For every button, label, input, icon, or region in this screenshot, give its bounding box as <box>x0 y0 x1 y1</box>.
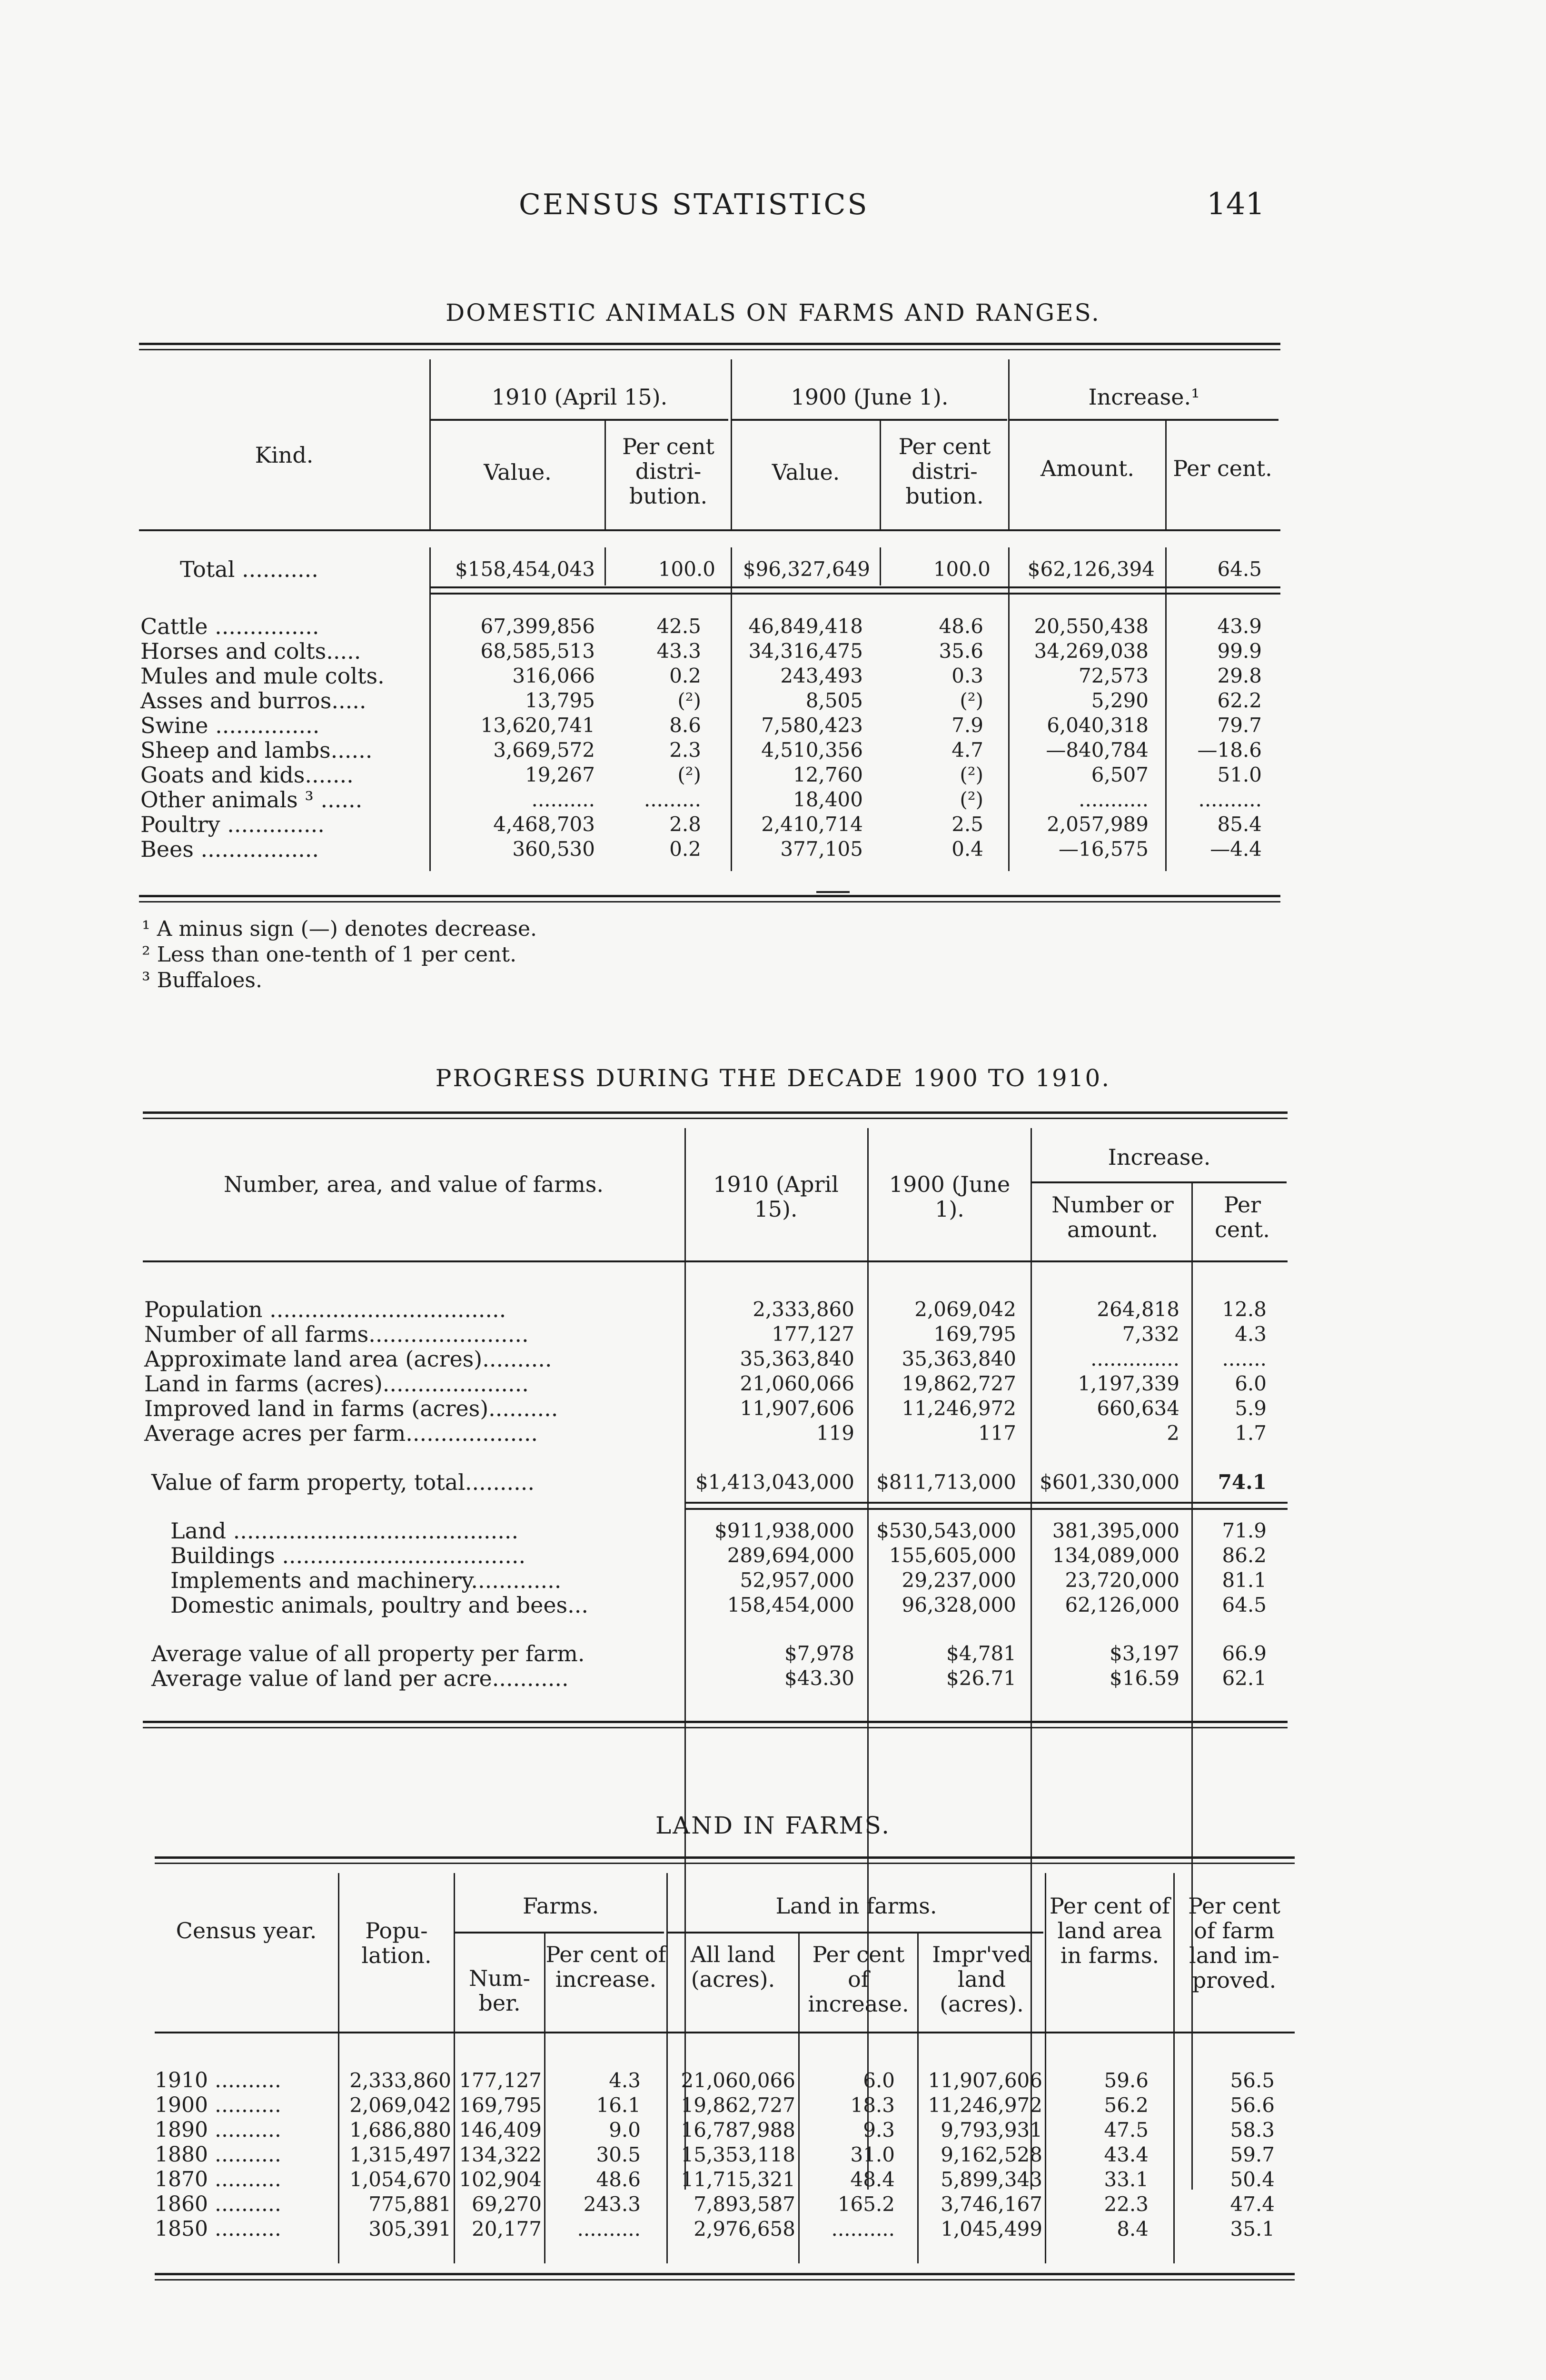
cell-pct-land-area: 47.5 <box>1104 2118 1149 2142</box>
cell-amount: 72,573 <box>1079 664 1149 687</box>
cell-increase: 134,089,000 <box>1052 1544 1179 1567</box>
cell-land-pct-increase: 6.0 <box>863 2069 895 2092</box>
cell-number: 102,904 <box>459 2168 542 2191</box>
cell-value-1910: $158,454,043 <box>455 557 595 581</box>
cell-pct-land-area: 8.4 <box>1117 2217 1149 2241</box>
cell-improved-land: 11,907,606 <box>928 2069 1042 2092</box>
cell-population: 305,391 <box>368 2217 451 2241</box>
group-1910: 1910 (April 15). <box>491 384 668 410</box>
row-label: Domestic animals, poultry and bees... <box>170 1592 589 1618</box>
row-census-year: 1890 .......... <box>155 2118 281 2142</box>
cell-value-1900: 46,849,418 <box>748 615 863 638</box>
cell-pct-land-area: 22.3 <box>1104 2192 1149 2216</box>
cell-number: 146,409 <box>459 2118 542 2142</box>
row-kind: Bees ................. <box>140 836 319 862</box>
table2-title: PROGRESS DURING THE DECADE 1900 TO 1910. <box>435 1064 1111 1092</box>
table3-title: LAND IN FARMS. <box>655 1812 891 1839</box>
row-kind: Swine ............... <box>140 713 320 738</box>
cell-value-1910: 13,620,741 <box>480 714 595 737</box>
cell-number: 177,127 <box>459 2069 542 2092</box>
cell-pct-land-area: 33.1 <box>1104 2168 1149 2191</box>
cell-improved-land: 3,746,167 <box>941 2192 1042 2216</box>
table3-group-rule <box>668 1932 1043 1934</box>
cell-amount: ........... <box>1079 788 1149 811</box>
cell-increase: $601,330,000 <box>1040 1470 1179 1494</box>
row-label: Average value of land per acre........... <box>151 1666 569 1691</box>
cell-1910: $43.30 <box>784 1666 854 1690</box>
cell-per-cent: 62.2 <box>1217 689 1262 712</box>
cell-all-land: 2,976,658 <box>694 2217 795 2241</box>
cell-per-cent: 43.9 <box>1217 615 1262 638</box>
row-label: Approximate land area (acres).......... <box>144 1346 552 1372</box>
cell-1900: $530,543,000 <box>876 1519 1016 1542</box>
cell-amount: 6,040,318 <box>1047 714 1149 737</box>
table1-group-rule <box>732 419 1007 421</box>
cell-pct-1910: ......... <box>644 788 701 811</box>
cell-pct-1900: 4.7 <box>951 738 983 762</box>
col-pct-1900: Per cent distri- bution. <box>898 434 991 509</box>
cell-pct-1900: 35.6 <box>939 639 983 663</box>
footnote: ² Less than one-tenth of 1 per cent. <box>142 942 517 967</box>
cell-per-cent: 64.5 <box>1222 1593 1267 1616</box>
cell-value-1900: 18,400 <box>793 788 863 811</box>
cell-increase: 2 <box>1167 1421 1179 1445</box>
row-kind: Poultry .............. <box>140 812 325 837</box>
cell-all-land: 15,353,118 <box>681 2143 795 2166</box>
col-number-amount: Number or amount. <box>1051 1192 1174 1242</box>
cell-1900: $4,781 <box>946 1642 1016 1665</box>
col-value-1910: Value. <box>484 459 552 485</box>
cell-pct-improved: 56.5 <box>1230 2069 1275 2092</box>
cell-per-cent: 81.1 <box>1222 1568 1267 1592</box>
cell-increase: 7,332 <box>1122 1322 1179 1346</box>
cell-value-1910: 67,399,856 <box>480 615 595 638</box>
row-label: Average acres per farm................... <box>144 1420 538 1446</box>
group-increase: Increase. <box>1108 1144 1211 1170</box>
cell-1900: $26.71 <box>946 1666 1016 1690</box>
table2-bottom-rule <box>143 1721 1288 1728</box>
cell-farms-pct-increase: 48.6 <box>596 2168 641 2191</box>
table1-header-rule <box>139 529 1280 531</box>
cell-per-cent: 51.0 <box>1217 763 1262 786</box>
page-number: 141 <box>1207 187 1265 222</box>
col-amount: Amount. <box>1041 456 1134 481</box>
cell-pct-1900: 100.0 <box>933 557 991 581</box>
table2-header-rule <box>143 1260 1288 1262</box>
cell-land-pct-increase: 9.3 <box>863 2118 895 2142</box>
cell-farms-pct-increase: .......... <box>577 2217 641 2241</box>
cell-1910: 2,333,860 <box>753 1298 854 1321</box>
cell-value-1910: 360,530 <box>512 837 595 861</box>
row-census-year: 1850 .......... <box>155 2217 281 2241</box>
cell-all-land: 21,060,066 <box>681 2069 795 2092</box>
cell-pct-1910: 43.3 <box>656 639 701 663</box>
cell-value-1900: 34,316,475 <box>748 639 863 663</box>
row-label: Number of all farms....................... <box>144 1321 529 1347</box>
cell-improved-land: 9,162,528 <box>941 2143 1042 2166</box>
cell-1910: 21,060,066 <box>740 1372 854 1395</box>
cell-increase: 381,395,000 <box>1052 1519 1179 1542</box>
cell-amount: 6,507 <box>1091 763 1149 786</box>
cell-1910: 177,127 <box>772 1322 854 1346</box>
cell-1910: $911,938,000 <box>714 1519 854 1542</box>
cell-improved-land: 5,899,343 <box>941 2168 1042 2191</box>
cell-per-cent: .......... <box>1198 788 1262 811</box>
cell-land-pct-increase: 165.2 <box>837 2192 895 2216</box>
cell-population: 1,686,880 <box>349 2118 451 2142</box>
cell-1910: 35,363,840 <box>740 1347 854 1370</box>
table1-title: DOMESTIC ANIMALS ON FARMS AND RANGES. <box>446 299 1100 327</box>
cell-increase: $16.59 <box>1110 1666 1179 1690</box>
row-kind: Cattle ............... <box>140 614 319 639</box>
table1-total-rule <box>431 586 1280 588</box>
cell-farms-pct-increase: 9.0 <box>609 2118 641 2142</box>
col-all-land: All land (acres). <box>690 1942 776 1992</box>
running-title: CENSUS STATISTICS <box>519 188 869 221</box>
group-land-in-farms: Land in farms. <box>775 1893 937 1919</box>
cell-farms-pct-increase: 16.1 <box>596 2093 641 2117</box>
cell-number: 69,270 <box>472 2192 542 2216</box>
row-label: Average value of all property per farm. <box>151 1641 585 1666</box>
cell-per-cent: 66.9 <box>1222 1642 1267 1665</box>
cell-pct-1910: 2.3 <box>669 738 701 762</box>
table1-total-rule <box>431 593 1280 595</box>
cell-value-1910: .......... <box>531 788 595 811</box>
table2-total-rule <box>685 1502 1288 1504</box>
cell-pct-1910: (²) <box>677 763 701 786</box>
footnote: ¹ A minus sign (—) denotes decrease. <box>142 917 537 941</box>
cell-pct-1910: 0.2 <box>669 664 701 687</box>
cell-1900: 29,237,000 <box>902 1568 1016 1592</box>
cell-pct-1900: 7.9 <box>951 714 983 737</box>
cell-per-cent: 86.2 <box>1222 1544 1267 1567</box>
cell-pct-1900: 48.6 <box>939 615 983 638</box>
cell-value-1900: 7,580,423 <box>761 714 863 737</box>
cell-1900: 96,328,000 <box>902 1593 1016 1616</box>
row-kind: Goats and kids....... <box>140 762 354 788</box>
cell-value-1900: 12,760 <box>793 763 863 786</box>
cell-value-1910: 13,795 <box>525 689 595 712</box>
cell-value-1900: 4,510,356 <box>761 738 863 762</box>
cell-per-cent: 71.9 <box>1222 1519 1267 1542</box>
cell-amount: 2,057,989 <box>1047 813 1149 836</box>
cell-1900: 19,862,727 <box>902 1372 1016 1395</box>
table2-group-rule <box>1032 1181 1287 1183</box>
cell-all-land: 16,787,988 <box>681 2118 795 2142</box>
cell-amount: 20,550,438 <box>1034 615 1149 638</box>
table2-top-rule <box>143 1111 1288 1119</box>
row-census-year: 1870 .......... <box>155 2167 281 2192</box>
cell-increase: 23,720,000 <box>1065 1568 1179 1592</box>
row-census-year: 1880 .......... <box>155 2142 281 2167</box>
cell-value-1910: 68,585,513 <box>480 639 595 663</box>
cell-pct-improved: 50.4 <box>1230 2168 1275 2191</box>
cell-1910: 52,957,000 <box>740 1568 854 1592</box>
cell-amount: —16,575 <box>1059 837 1149 861</box>
cell-number: 20,177 <box>472 2217 542 2241</box>
cell-pct-1900: (²) <box>960 689 983 712</box>
cell-value-1900: 243,493 <box>780 664 863 687</box>
cell-pct-1900: 2.5 <box>951 813 983 836</box>
cell-land-pct-increase: 18.3 <box>850 2093 895 2117</box>
cell-value-1910: 19,267 <box>525 763 595 786</box>
table1-mark <box>816 891 850 893</box>
cell-pct-1910: 8.6 <box>669 714 701 737</box>
cell-land-pct-increase: .......... <box>831 2217 895 2241</box>
cell-population: 2,069,042 <box>349 2093 451 2117</box>
cell-value-1900: 8,505 <box>805 689 863 712</box>
cell-1900: $811,713,000 <box>876 1470 1016 1494</box>
cell-pct-improved: 59.7 <box>1230 2143 1275 2166</box>
cell-pct-1900: 0.3 <box>951 664 983 687</box>
cell-amount: 5,290 <box>1091 689 1149 712</box>
cell-amount: $62,126,394 <box>1027 557 1155 581</box>
cell-pct-1900: (²) <box>960 763 983 786</box>
col-land-pct-increase: Per cent of increase. <box>808 1942 909 2017</box>
cell-increase: .............. <box>1090 1347 1179 1370</box>
cell-1910: $1,413,043,000 <box>695 1470 854 1494</box>
cell-pct-improved: 58.3 <box>1230 2118 1275 2142</box>
cell-population: 1,054,670 <box>349 2168 451 2191</box>
cell-per-cent: 6.0 <box>1235 1372 1267 1395</box>
cell-pct-improved: 35.1 <box>1230 2217 1275 2241</box>
row-label: Improved land in farms (acres).......... <box>144 1396 558 1421</box>
cell-1910: 11,907,606 <box>740 1397 854 1420</box>
cell-increase: 62,126,000 <box>1065 1593 1179 1616</box>
cell-increase: 264,818 <box>1097 1298 1179 1321</box>
cell-per-cent: 64.5 <box>1217 557 1262 581</box>
col-1910: 1910 (April 15). <box>713 1171 839 1222</box>
col-population: Popu- lation. <box>361 1918 432 1968</box>
cell-farms-pct-increase: 30.5 <box>596 2143 641 2166</box>
cell-farms-pct-increase: 4.3 <box>609 2069 641 2092</box>
col-value-1900: Value. <box>772 459 840 485</box>
cell-improved-land: 9,793,931 <box>941 2118 1042 2142</box>
row-kind: Sheep and lambs...... <box>140 737 373 763</box>
cell-pct-land-area: 59.6 <box>1104 2069 1149 2092</box>
cell-value-1910: 316,066 <box>512 664 595 687</box>
cell-1900: 11,246,972 <box>902 1397 1016 1420</box>
row-kind: Mules and mule colts. <box>140 663 385 689</box>
cell-per-cent: 74.1 <box>1218 1470 1267 1494</box>
cell-1900: 35,363,840 <box>902 1347 1016 1370</box>
cell-per-cent: 85.4 <box>1217 813 1262 836</box>
table3-top-rule <box>155 1856 1295 1864</box>
cell-pct-1910: 2.8 <box>669 813 701 836</box>
cell-population: 775,881 <box>368 2192 451 2216</box>
group-1900: 1900 (June 1). <box>791 384 949 410</box>
table1-footnotes <box>142 916 537 993</box>
row-kind: Horses and colts..... <box>140 638 361 664</box>
cell-per-cent: —4.4 <box>1210 837 1262 861</box>
col-kind: Kind. <box>255 442 314 468</box>
row-label: Implements and machinery............. <box>170 1567 562 1593</box>
cell-pct-improved: 47.4 <box>1230 2192 1275 2216</box>
col-farms-pct-increase: Per cent of increase. <box>545 1942 666 1992</box>
cell-per-cent: 5.9 <box>1235 1397 1267 1420</box>
cell-1900: 155,605,000 <box>889 1544 1016 1567</box>
table1-top-rule <box>139 343 1280 350</box>
footnote: ³ Buffaloes. <box>142 968 262 992</box>
cell-1910: 289,694,000 <box>727 1544 854 1567</box>
row-label: Land ......................................... <box>170 1518 519 1544</box>
cell-increase: $3,197 <box>1110 1642 1179 1665</box>
cell-pct-1910: (²) <box>677 689 701 712</box>
row-label: Value of farm property, total.......... <box>151 1469 535 1495</box>
table1-group-rule <box>431 419 728 421</box>
cell-pct-1910: 42.5 <box>656 615 701 638</box>
cell-all-land: 11,715,321 <box>681 2168 795 2191</box>
row-kind: Total ........... <box>180 556 318 582</box>
group-farms: Farms. <box>522 1893 599 1919</box>
col-per-cent: Per cent. <box>1215 1192 1270 1242</box>
cell-pct-improved: 56.6 <box>1230 2093 1275 2117</box>
cell-per-cent: 4.3 <box>1235 1322 1267 1346</box>
cell-population: 2,333,860 <box>349 2069 451 2092</box>
cell-per-cent: 62.1 <box>1222 1666 1267 1690</box>
row-census-year: 1860 .......... <box>155 2192 281 2216</box>
row-label: Population .................................. <box>144 1297 506 1322</box>
col-improved-land: Impr'ved land (acres). <box>932 1942 1031 2017</box>
group-increase: Increase.¹ <box>1088 384 1200 410</box>
cell-pct-1900: (²) <box>960 788 983 811</box>
cell-farms-pct-increase: 243.3 <box>583 2192 641 2216</box>
table2-total-rule <box>685 1508 1288 1510</box>
col-per-cent: Per cent. <box>1173 456 1272 481</box>
cell-number: 134,322 <box>459 2143 542 2166</box>
cell-amount: —840,784 <box>1046 738 1149 762</box>
cell-per-cent: 29.8 <box>1217 664 1262 687</box>
col-pct-1910: Per cent distri- bution. <box>622 434 714 509</box>
cell-pct-1910: 100.0 <box>658 557 715 581</box>
cell-pct-land-area: 43.4 <box>1104 2143 1149 2166</box>
table1-bottom-rule <box>139 895 1280 902</box>
row-census-year: 1900 .......... <box>155 2093 281 2117</box>
cell-land-pct-increase: 31.0 <box>850 2143 895 2166</box>
cell-all-land: 19,862,727 <box>681 2093 795 2117</box>
row-label: Land in farms (acres)..................... <box>144 1371 529 1397</box>
table3-bottom-rule <box>155 2273 1295 2281</box>
row-census-year: 1910 .......... <box>155 2068 281 2092</box>
cell-amount: 34,269,038 <box>1034 639 1149 663</box>
col-1900: 1900 (June 1). <box>889 1171 1011 1222</box>
cell-1910: 158,454,000 <box>727 1593 854 1616</box>
cell-per-cent: 12.8 <box>1222 1298 1267 1321</box>
cell-1900: 2,069,042 <box>914 1298 1016 1321</box>
row-kind: Asses and burros..... <box>140 688 367 714</box>
col-census-year: Census year. <box>176 1918 317 1944</box>
cell-value-1900: 2,410,714 <box>761 813 863 836</box>
cell-per-cent: —18.6 <box>1197 738 1262 762</box>
cell-value-1910: 3,669,572 <box>493 738 595 762</box>
cell-per-cent: ....... <box>1222 1347 1267 1370</box>
col-number: Num- ber. <box>468 1965 531 2016</box>
cell-improved-land: 11,246,972 <box>928 2093 1042 2117</box>
col-pct-improved: Per cent of farm land im- proved. <box>1188 1893 1280 1993</box>
cell-increase: 1,197,339 <box>1078 1372 1179 1395</box>
table3-header-rule <box>155 2032 1295 2033</box>
cell-all-land: 7,893,587 <box>694 2192 795 2216</box>
cell-value-1900: 377,105 <box>780 837 863 861</box>
cell-1910: $7,978 <box>784 1642 854 1665</box>
cell-land-pct-increase: 48.4 <box>850 2168 895 2191</box>
row-label: Buildings ................................... <box>170 1543 526 1568</box>
cell-population: 1,315,497 <box>349 2143 451 2166</box>
cell-increase: 660,634 <box>1097 1397 1179 1420</box>
cell-per-cent: 1.7 <box>1235 1421 1267 1445</box>
table1-group-rule <box>1010 419 1278 421</box>
cell-per-cent: 99.9 <box>1217 639 1262 663</box>
cell-1900: 169,795 <box>933 1322 1016 1346</box>
col-pct-land-area: Per cent of land area in farms. <box>1049 1893 1170 1968</box>
cell-improved-land: 1,045,499 <box>941 2217 1042 2241</box>
cell-value-1910: 4,468,703 <box>493 813 595 836</box>
row-kind: Other animals ³ ...... <box>140 787 363 813</box>
cell-pct-1910: 0.2 <box>669 837 701 861</box>
table3-group-rule <box>455 1932 664 1934</box>
cell-1910: 119 <box>816 1421 854 1445</box>
cell-per-cent: 79.7 <box>1217 714 1262 737</box>
cell-1900: 117 <box>978 1421 1016 1445</box>
cell-number: 169,795 <box>459 2093 542 2117</box>
cell-pct-land-area: 56.2 <box>1104 2093 1149 2117</box>
cell-value-1900: $96,327,649 <box>743 557 870 581</box>
col-label: Number, area, and value of farms. <box>224 1171 604 1197</box>
cell-pct-1900: 0.4 <box>951 837 983 861</box>
